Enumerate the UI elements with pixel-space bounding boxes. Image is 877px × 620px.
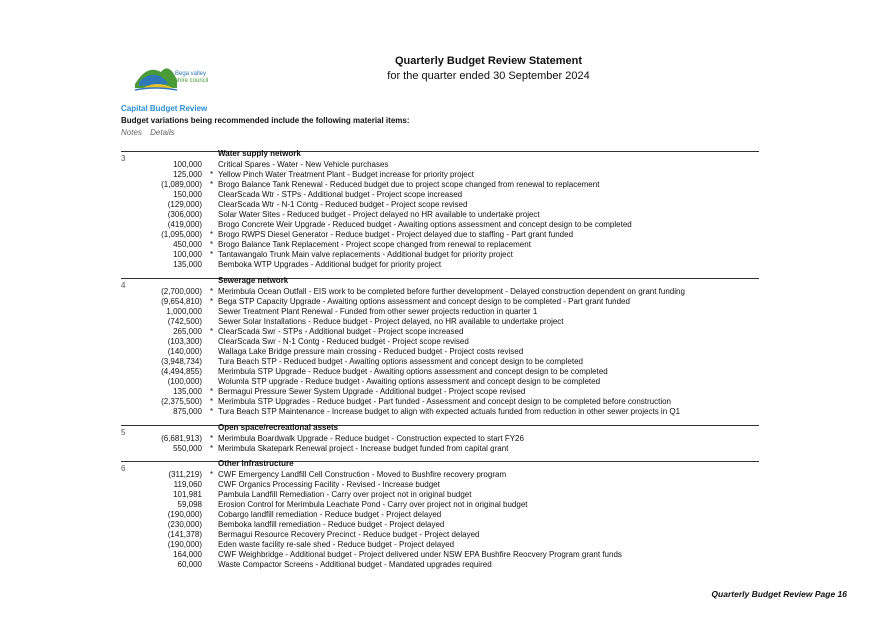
variation-amount: (1,089,000) [161, 180, 202, 189]
group-note: 4 [121, 281, 126, 290]
variation-description: Waste Compactor Screens - Additional budget - Mandated upgrades required [218, 560, 492, 569]
variation-description: CWF Weighbridge - Additional budget - Project delivered under NSW EPA Bushfire Reocvery Program grant funds [218, 550, 622, 559]
variation-amount: (230,000) [167, 520, 202, 529]
variation-flag: * [210, 444, 214, 453]
variation-description: Bega STP Capacity Upgrade - Awaiting options assessment and concept design to be completed - Part grant funded [218, 297, 630, 306]
variation-description: Brogo Balance Tank Replacement - Project scope changed from renewal to replacement [218, 240, 531, 249]
variation-description: CWF Emergency Landfill Cell Construction - Moved to Bushfire recovery program [218, 470, 507, 479]
variation-amount: (2,700,000) [161, 287, 202, 296]
variation-amount: (141,378) [167, 530, 202, 539]
variation-description: Cobargo landfill remediation - Reduce budget - Project delayed [218, 510, 442, 519]
variation-description: Bemboka WTP Upgrades - Additional budget for priority project [218, 260, 442, 269]
variation-amount: 550,000 [173, 444, 202, 453]
variation-amount: 875,000 [173, 407, 202, 416]
variation-amount: (140,000) [167, 347, 202, 356]
group-note: 5 [121, 428, 126, 437]
variation-description: Brogo RWPS Diesel Generator - Reduce budget - Project delayed due to staffing - Part grant funded [218, 230, 574, 239]
variation-amount: (419,000) [167, 220, 202, 229]
variation-description: Tura Beach STP Maintenance - Increase budget to align with expected actuals funded from reduction in other sewer projects in Q1 [218, 407, 681, 416]
variation-amount: 59,098 [177, 500, 202, 509]
variation-amount: (2,375,500) [161, 397, 202, 406]
variation-amount: 135,000 [173, 260, 202, 269]
col-details: Details [150, 128, 175, 137]
variation-description: Yellow Pinch Water Treatment Plant - Budget increase for priority project [218, 170, 474, 179]
variation-amount: (306,000) [167, 210, 202, 219]
variation-amount: (100,000) [167, 377, 202, 386]
variation-description: ClearScada Wtr - STPs - Additional budget - Project scope increased [218, 190, 463, 199]
variation-description: Solar Water Sites - Reduced budget - Project delayed no HR available to undertake project [218, 210, 540, 219]
budget-group [121, 423, 759, 453]
variation-amount: (103,300) [167, 337, 202, 346]
variation-amount: 1,000,000 [166, 307, 202, 316]
page-footer: Quarterly Budget Review Page 16 [711, 589, 847, 599]
variation-amount: 101,981 [173, 490, 202, 499]
variation-amount: 135,000 [173, 387, 202, 396]
variation-description: Wallaga Lake Bridge pressure main crossing - Reduced budget - Project costs revised [218, 347, 524, 356]
column-headers [121, 128, 181, 137]
group-title: Other infrastructure [218, 459, 294, 468]
section-subheading: Budget variations being recommended include the following material items: [121, 116, 410, 125]
variation-amount: 60,000 [177, 560, 202, 569]
variation-description: Merimbula STP Upgrade - Reduce budget - Awaiting options assessment and concept design to be completed [218, 367, 608, 376]
logo-text-line2: shire council [175, 78, 209, 84]
variation-description: ClearScada Swr - N-1 Contg - Reduced budget - Project scope revised [218, 337, 469, 346]
group-note: 3 [121, 154, 126, 163]
variation-description: Sewer Treatment Plant Renewal - Funded from other sewer projects reduction in quarter 1 [218, 307, 538, 316]
variation-description: Merimbula Ocean Outfall - EIS work to be completed before further development - Delayed construction dependent on grant funding [218, 287, 685, 296]
variation-description: Brogo Concrete Weir Upgrade - Reduced budget - Awaiting options assessment and concept design to be completed [218, 220, 632, 229]
group-title: Sewerage network [218, 276, 289, 285]
variation-amount: 164,000 [173, 550, 202, 559]
variation-flag: * [210, 170, 214, 179]
section-heading: Capital Budget Review [121, 104, 208, 113]
variation-amount: (129,000) [167, 200, 202, 209]
variation-flag: * [210, 387, 214, 396]
budget-group [121, 459, 759, 569]
variation-amount: 125,000 [173, 170, 202, 179]
variation-amount: 150,000 [173, 190, 202, 199]
variation-amount: (1,095,000) [161, 230, 202, 239]
variation-flag: * [210, 230, 214, 239]
variation-flag: * [210, 434, 214, 443]
variation-amount: (4,494,855) [161, 367, 202, 376]
col-notes: Notes [121, 128, 142, 137]
variation-amount: 100,000 [173, 160, 202, 169]
variation-description: ClearScada Wtr - N-1 Contg - Reduced budget - Project scope revised [218, 200, 468, 209]
variation-flag: * [210, 397, 214, 406]
page-title: Quarterly Budget Review Statement [394, 55, 583, 67]
variation-description: Tantawangalo Trunk Main valve replacements - Additional budget for priority project [218, 250, 513, 259]
variation-amount: (311,219) [168, 470, 202, 479]
variation-description: Bermagui Resource Recovery Precinct - Reduce budget - Project delayed [218, 530, 480, 539]
variation-amount: (742,500) [167, 317, 202, 326]
variation-description: Bermagui Pressure Sewer System Upgrade - Additional budget - Project scope revised [218, 387, 526, 396]
variation-description: Tura Beach STP - Reduced budget - Awaiting options assessment and concept design to be completed [218, 357, 583, 366]
variation-flag: * [210, 327, 214, 336]
variation-flag: * [210, 240, 214, 249]
variation-flag: * [210, 250, 214, 259]
variation-description: Wolumla STP upgrade - Reduce budget - Awaiting options assessment and concept design to be completed [218, 377, 601, 386]
variation-description: Pambula Landfill Remediation - Carry over project not in original budget [218, 490, 472, 499]
variation-flag: * [210, 180, 214, 189]
group-title: Water supply network [218, 149, 301, 158]
variation-flag: * [210, 297, 214, 306]
budget-group [121, 276, 759, 416]
variation-description: Merimbula STP Upgrades - Reduce budget - Part funded - Assessment and concept design to be completed before construction [218, 397, 671, 406]
variation-description: CWF Organics Processing Facility - Revised - Increase budget [218, 480, 440, 489]
variation-description: Erosion Control for Merimbula Leachate Pond - Carry over project not in original budget [218, 500, 528, 509]
variation-description: Eden waste facility re-sale shed - Reduce budget - Project delayed [218, 540, 455, 549]
logo-text-line1: Bega valley [175, 71, 207, 77]
variation-amount: 265,000 [173, 327, 202, 336]
variation-flag: * [210, 407, 214, 416]
variation-amount: (6,681,913) [161, 434, 202, 443]
budget-group [121, 149, 759, 269]
variation-description: Sewer Solar Installations - Reduce budget - Project delayed, no HR available to undertake project [218, 317, 564, 326]
variation-description: Bemboka landfill remediation - Reduce budget - Project delayed [218, 520, 445, 529]
variation-description: Merimbula Skatepark Renewal project - Increase budget funded from capital grant [218, 444, 509, 453]
variation-description: Merimbula Boardwalk Upgrade - Reduce budget - Construction expected to start FY26 [218, 434, 524, 443]
group-note: 6 [121, 464, 126, 473]
variation-amount: (190,000) [167, 540, 202, 549]
group-title: Open space/recreational assets [218, 423, 339, 432]
variation-amount: 119,060 [173, 480, 202, 489]
variation-description: Critical Spares - Water - New Vehicle purchases [218, 160, 389, 169]
variation-description: ClearScada Swr - STPs - Additional budget - Project scope increased [218, 327, 464, 336]
variation-amount: (9,654,810) [161, 297, 202, 306]
variation-flag: * [210, 470, 214, 479]
variation-amount: (190,000) [167, 510, 202, 519]
variation-amount: 100,000 [173, 250, 202, 259]
variation-amount: (3,948,734) [161, 357, 202, 366]
variation-flag: * [210, 287, 214, 296]
variation-description: Brogo Balance Tank Renewal - Reduced budget due to project scope changed from renewal to replacement [218, 180, 600, 189]
variation-amount: 450,000 [173, 240, 202, 249]
page-subtitle: for the quarter ended 30 September 2024 [387, 70, 590, 82]
